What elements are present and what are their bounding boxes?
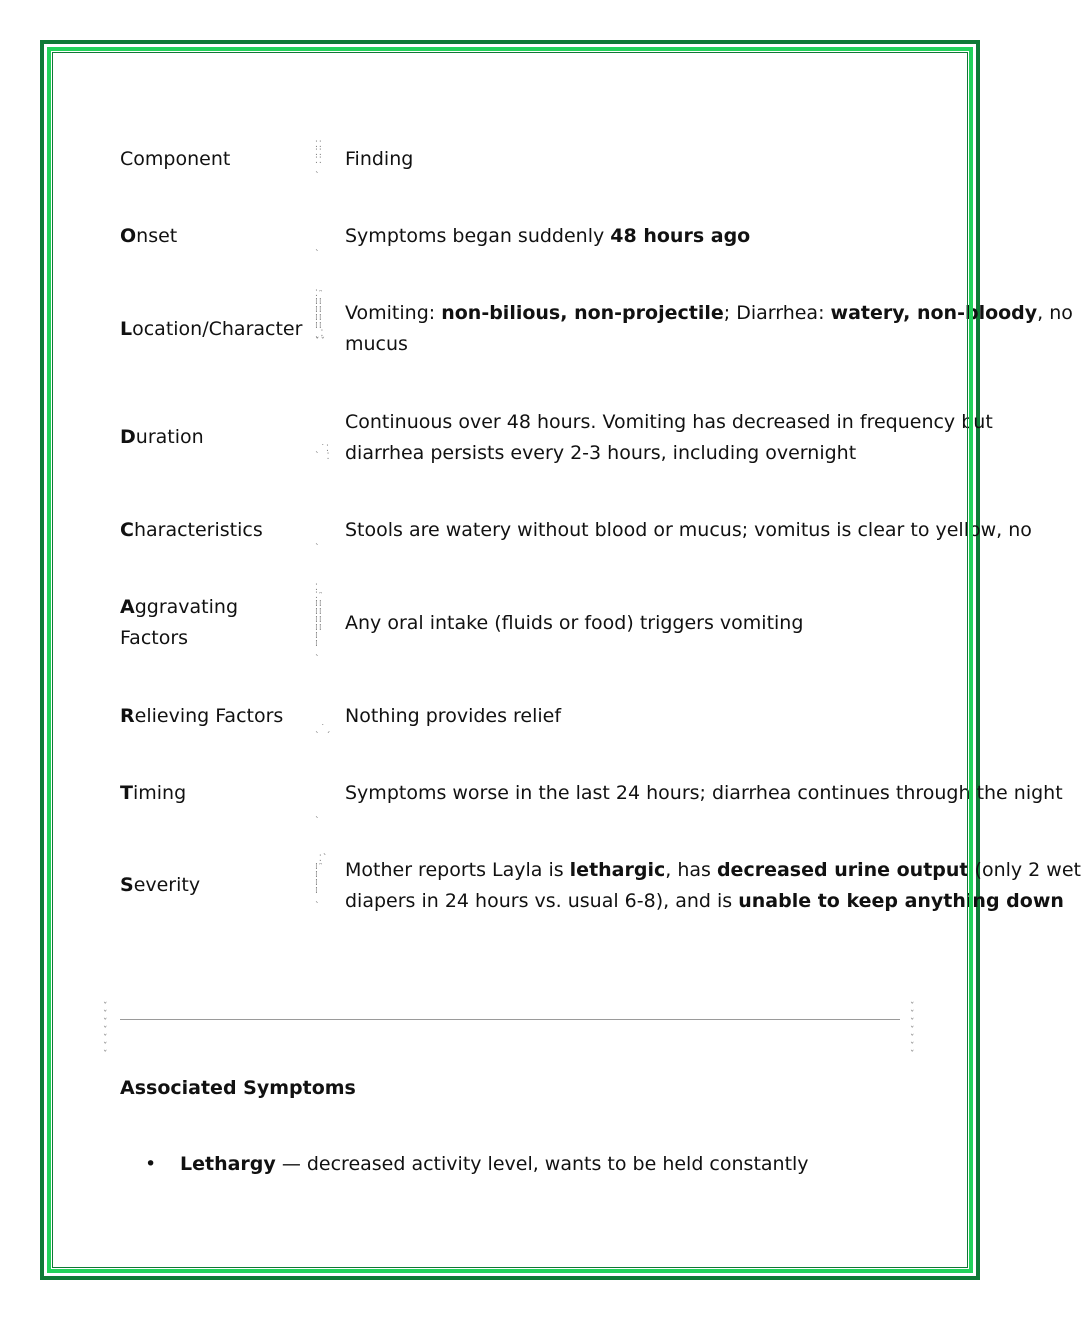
finding-text: diarrhea persists every 2-3 hours, including overnight (345, 442, 857, 464)
finding-text: Continuous over 48 hours. Vomiting has decreased in frequency but (345, 411, 993, 433)
cell-separator-mark: ˎ˙⁚ ⁚ (315, 444, 331, 462)
cell-separator-mark: ˎ ⁚ ⁞ᵔ ⁞ ⁞ ⁞ ˎ (315, 846, 329, 904)
component-cell (120, 701, 310, 732)
finding-cell (345, 221, 1045, 252)
list-item-bold: Lethargy (180, 1153, 276, 1175)
finding-cell: Stools are watery without blood or mucus; vomitus is clear to yellow, no (345, 519, 1032, 541)
component-rest-line2: Factors (120, 627, 189, 649)
list-item (145, 1149, 809, 1180)
component-cell (120, 870, 310, 901)
finding-text: (only 2 wet (968, 859, 1081, 881)
component-rest: nset (136, 225, 178, 247)
component-cell (120, 314, 310, 345)
finding-bold-text: lethargic (569, 859, 666, 881)
finding-cell: Symptoms worse in the last 24 hours; diarrhea continues through the night (345, 782, 1063, 804)
associated-symptoms-heading: Associated Symptoms (120, 1077, 356, 1099)
cell-separator-mark: ⁚ ⁚ᵔ ⁞⁞ ⁞⁞ ⁞⁞ ⁞⁞ ⁞ ⁞ ˎ (315, 583, 324, 657)
cell-separator-mark: ˎ˙ˏ (315, 724, 332, 734)
component-cell (120, 515, 310, 546)
component-lead-letter: L (120, 318, 133, 340)
component-cell (120, 778, 310, 809)
list-item-text: — decreased activity level, wants to be held constantly (275, 1153, 809, 1175)
finding-text: Mother reports Layla is (345, 859, 570, 881)
finding-bold-text: 48 hours ago (610, 225, 751, 247)
finding-bold-text: decreased urine output (716, 859, 969, 881)
cell-separator-mark: ˎ (315, 242, 321, 252)
finding-cell (345, 407, 1045, 469)
bullet-icon: • (145, 1153, 157, 1175)
finding-text: , has (665, 859, 717, 881)
component-rest: uration (135, 426, 204, 448)
component-cell (120, 422, 310, 453)
header-component: Component (120, 148, 231, 170)
component-lead-letter: S (120, 874, 134, 896)
finding-cell (345, 298, 1073, 360)
component-lead-letter: R (120, 705, 135, 727)
component-rest: iming (132, 782, 187, 804)
cell-separator-mark: ⁚ᵔ ⁞⁞ ⁞⁞ ⁞⁞ ⁞⁞ ˎ⁚ ˇˇ (315, 289, 326, 347)
finding-text: mucus (345, 333, 408, 355)
divider-mark-left: ˇ ˇ ˇ ˇ ˇ ˇ ˇ (103, 1002, 108, 1060)
component-rest: ocation/Character (132, 318, 303, 340)
component-lead-letter: T (120, 782, 133, 804)
finding-cell (345, 855, 1081, 917)
finding-text: diapers in 24 hours vs. usual 6-8), and is (345, 890, 739, 912)
component-rest: everity (133, 874, 201, 896)
finding-bold-text: non-bilious, non-projectile (441, 302, 724, 324)
cell-separator-mark: ˎ (315, 536, 321, 546)
finding-bold-text: unable to keep anything down (738, 890, 1064, 912)
finding-bold-text: watery, non-bloody (830, 302, 1038, 324)
cell-separator-mark: ⁚⁚ ⁚⁚ ⁚⁚ ˎ (315, 140, 323, 174)
finding-text: , no (1037, 302, 1073, 324)
component-rest: elieving Factors (134, 705, 284, 727)
component-cell (120, 221, 310, 252)
component-lead-letter: A (120, 596, 135, 618)
divider-mark-right: ˇ ˇ ˇ ˇ ˇ ˇ ˇ (910, 1002, 915, 1060)
component-lead-letter: D (120, 426, 136, 448)
finding-text: Symptoms began suddenly (345, 225, 611, 247)
cell-separator-mark: ˎ (315, 809, 321, 819)
component-lead-letter: O (120, 225, 137, 247)
section-divider (120, 1019, 900, 1020)
component-lead-letter: C (120, 519, 134, 541)
component-rest: haracteristics (133, 519, 263, 541)
finding-text: ; Diarrhea: (723, 302, 831, 324)
component-cell (120, 592, 310, 654)
header-finding: Finding (345, 148, 414, 170)
component-rest: ggravating (134, 596, 239, 618)
finding-cell: Nothing provides relief (345, 705, 562, 727)
finding-cell: Any oral intake (fluids or food) triggers vomiting (345, 612, 804, 634)
finding-text: Vomiting: (345, 302, 442, 324)
